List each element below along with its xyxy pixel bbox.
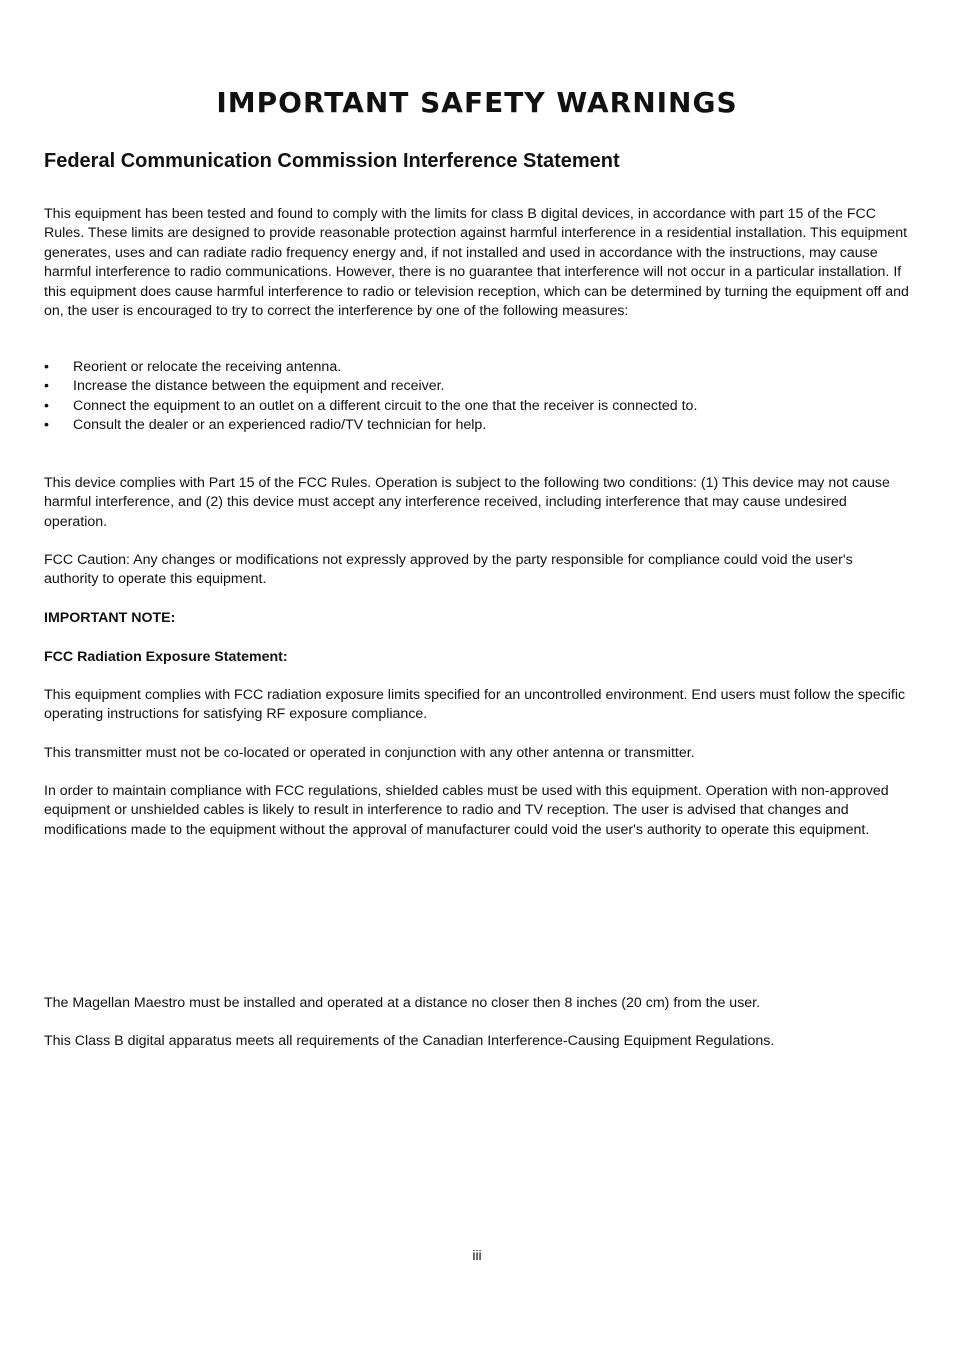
colocation-paragraph: This transmitter must not be co-located or operated in conjunction with any other antenna or transmitter. [44,745,695,761]
measure-text: Consult the dealer or an experienced radio/TV technician for help. [73,417,487,434]
bullet-icon: • [44,397,49,414]
shielded-cables-paragraph: In order to maintain compliance with FCC regulations, shielded cables must be used with this equipment. Operation with non-approved equipment or unshielded cables is likely to result in interference to radio and TV reception. The user is advised that changes and modifications made to the equipment without the approval of manufacturer could void the user's authority to operate this equipment. [44,783,889,838]
bullet-icon: • [44,378,49,395]
part15-paragraph: This device complies with Part 15 of the FCC Rules. Operation is subject to the following two conditions: (1) This device may not cause harmful interference, and (2) this device must accept any interference received, including interference that may cause undesired operation. [44,475,890,530]
section-heading: Federal Communication Commission Interference Statement [44,150,620,172]
radiation-exposure-paragraph: This equipment complies with FCC radiation exposure limits specified for an uncontrolled environment. End users must follow the specific operating instructions for satisfying RF exposure compliance. [44,687,906,723]
bullet-icon: • [44,359,49,375]
fcc-intro-paragraph: This equipment has been tested and found to comply with the limits for class B digital devices, in accordance with part 15 of the FCC Rules. These limits are designed to provide reasonable protection against harmful interference in a residential installation. This equipment generates, uses and can radiate radio frequency energy and, if not installed and used in accordance with the instructions, may cause harmful interference to radio communications. However, there is no guarantee that interference will not occur in a particular installation. If this equipment does cause harmful interference to radio or television reception, which can be determined by turning the equipment off and on, the user is encouraged to try to correct the interference by one of the following measures: [44,206,909,320]
list-item [44,358,910,377]
canada-paragraph: This Class B digital apparatus meets all requirements of the Canadian Interference-Causing Equipment Regulations. [44,1033,775,1049]
bullet-icon: • [44,417,49,434]
list-item [44,416,910,435]
measure-text: Increase the distance between the equipment and receiver. [73,378,445,395]
distance-paragraph: The Magellan Maestro must be installed and operated at a distance no closer then 8 inches (20 cm) from the user. [44,995,761,1011]
page-number: iii [472,1247,482,1263]
caution-paragraph: FCC Caution: Any changes or modifications not expressly approved by the party responsible for compliance could void the user's authority to operate this equipment. [44,552,853,588]
important-note-heading: IMPORTANT NOTE: [44,610,176,626]
measures-list [44,358,910,436]
measure-text: Connect the equipment to an outlet on a different circuit to the one that the receiver is connected to. [73,397,698,414]
radiation-exposure-heading: FCC Radiation Exposure Statement: [44,649,288,665]
measure-text: Reorient or relocate the receiving antenna. [73,359,342,375]
page-title: IMPORTANT SAFETY WARNINGS [216,86,738,119]
list-item [44,377,910,396]
list-item [44,397,910,416]
